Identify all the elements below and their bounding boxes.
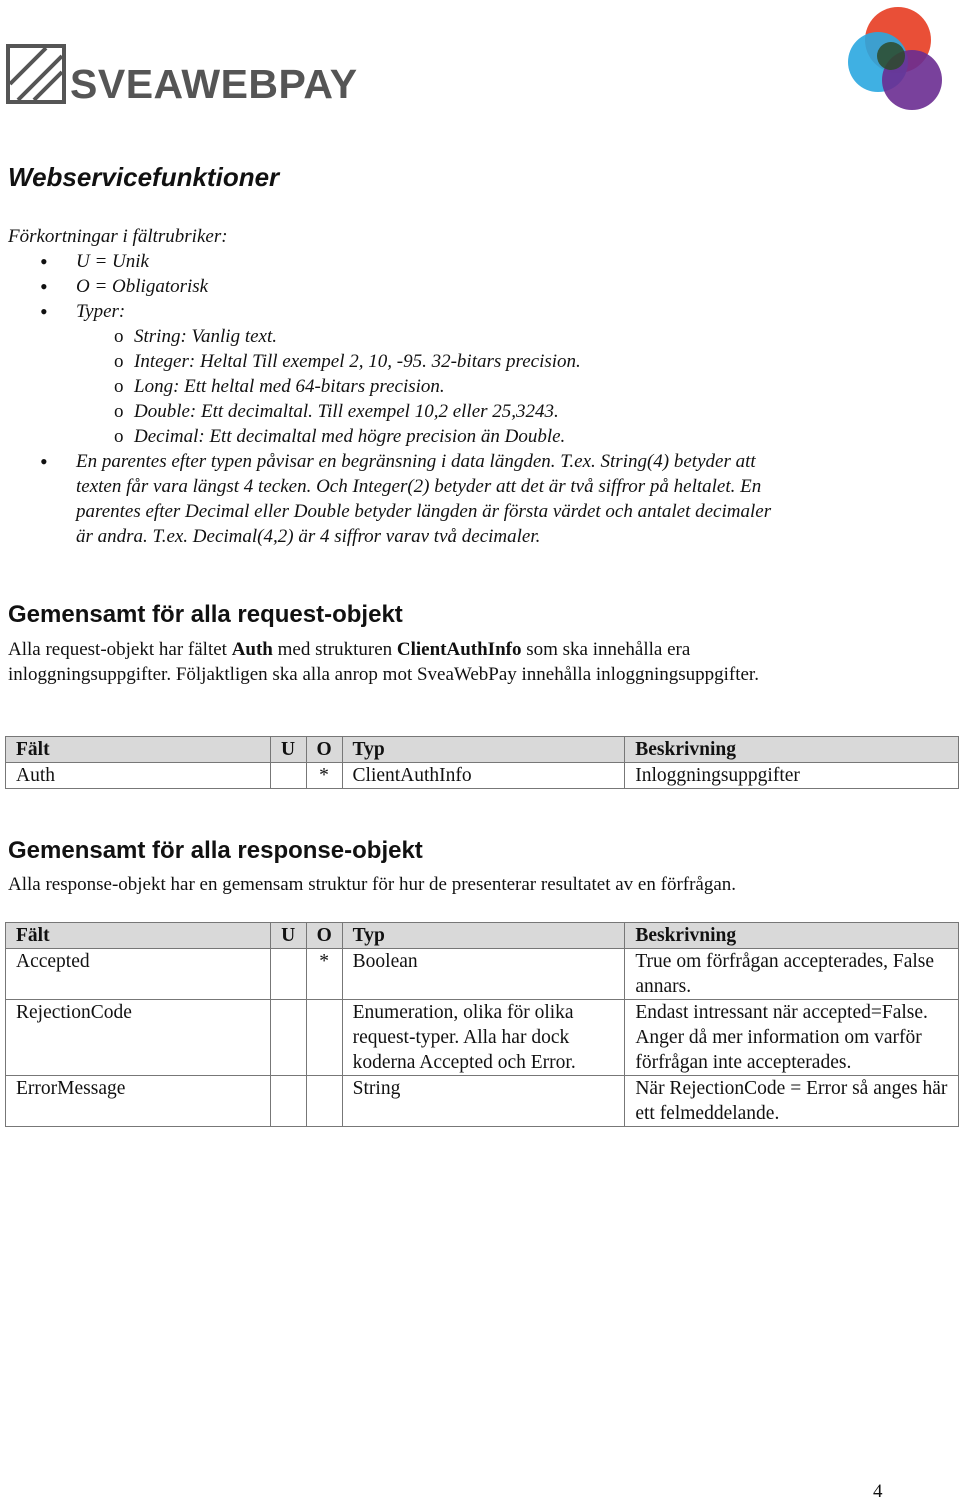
bullet-length-note [8,449,948,549]
response-section-text: Alla response-objekt har en gemensam struktur för hur de presenterar resultatet av en förfrågan. [8,874,737,895]
cell-o [306,1076,342,1127]
cell-type: ClientAuthInfo [342,763,625,789]
cell-description: När RejectionCode = Error så anges här ett felmeddelande. [625,1076,959,1127]
bullet-unique: • U = Unik [8,249,948,274]
cell-u [270,763,306,789]
cell-description: Endast intressant när accepted=False. Anger då mer information om varför förfrågan inte accepterades. [625,1000,959,1076]
header-field: Fält [6,923,271,949]
response-section-heading: Gemensamt för alla response-objekt [8,837,423,864]
table-header-row [6,737,959,763]
cell-description: True om förfrågan accepterades, False annars. [625,949,959,1000]
response-table [5,922,959,1127]
sub-bullet-marker: o [114,426,124,447]
sub-bullet-marker: o [114,401,124,422]
type-item-double: o Double: Ett decimaltal. Till exempel 10,2 eller 25,3243. [114,401,559,422]
cell-type: Enumeration, olika för olika request-typer. Alla har dock koderna Accepted och Error. [342,1000,625,1076]
cell-type: String [342,1076,625,1127]
note-line: är andra. T.ex. Decimal(4,2) är 4 siffror varav två decimaler. [76,526,541,547]
type-item-decimal: o Decimal: Ett decimaltal med högre precision än Double. [114,426,566,447]
note-line: parentes efter Decimal eller Double betyder längden är första värdet och antalet decimaler [76,501,772,522]
cell-o: * [306,949,342,1000]
table-row [6,763,959,789]
note-line: • En parentes efter typen påvisar en begränsning i data längden. T.ex. String(4) betyder att [76,451,756,472]
page-title: Webservicefunktioner [8,162,280,192]
sveawebpay-logo-mark-icon [6,44,66,104]
header-type: Typ [342,737,625,763]
header-u: U [270,737,306,763]
bullet-types: • Typer: [8,299,948,324]
header-u: U [270,923,306,949]
page-number: 4 [873,1481,883,1502]
sub-bullet-marker: o [114,351,124,372]
auth-field-name: Auth [231,639,273,660]
cell-field: Auth [6,763,271,789]
cell-u [270,949,306,1000]
table-row [6,1000,959,1076]
cell-u [270,1076,306,1127]
type-item-long: o Long: Ett heltal med 64-bitars precision. [114,376,445,397]
header-o: O [306,737,342,763]
logo-text: SVEAWEBPAY [70,61,358,107]
header-description: Beskrivning [625,923,959,949]
header-o: O [306,923,342,949]
header-field: Fält [6,737,271,763]
cell-o: * [306,763,342,789]
request-section-heading: Gemensamt för alla request-objekt [8,601,403,628]
abbreviations-intro: Förkortningar i fältrubriker: [8,226,228,247]
bullet-mandatory: • O = Obligatorisk [8,274,948,299]
type-item-string: o String: Vanlig text. [114,326,278,347]
cell-field: ErrorMessage [6,1076,271,1127]
cell-o [306,1000,342,1076]
cell-field: Accepted [6,949,271,1000]
request-section-text: Alla request-objekt har fältet Auth med strukturen ClientAuthInfo som ska innehålla era inloggningsuppgifter. Följaktligen ska alla anrop mot SveaWebPay innehålla inloggningsuppgifter. [8,639,759,685]
table-row [6,949,959,1000]
sub-bullet-marker: o [114,326,124,347]
sub-bullet-marker: o [114,376,124,397]
clientauthinfo-name: ClientAuthInfo [396,639,522,660]
note-line: texten får vara längst 4 tecken. Och Integer(2) betyder att det är två siffror på heltalet. En [76,476,762,497]
table-row [6,1076,959,1127]
cell-description: Inloggningsuppgifter [625,763,959,789]
type-item-integer: o Integer: Heltal Till exempel 2, 10, -95. 32-bitars precision. [114,351,581,372]
cell-field: RejectionCode [6,1000,271,1076]
header-description: Beskrivning [625,737,959,763]
abbreviations-block [8,224,948,549]
page-header [0,0,960,120]
header-type: Typ [342,923,625,949]
cell-type: Boolean [342,949,625,1000]
brand-circles-icon [846,4,946,114]
request-table [5,736,959,789]
cell-u [270,1000,306,1076]
table-header-row [6,923,959,949]
